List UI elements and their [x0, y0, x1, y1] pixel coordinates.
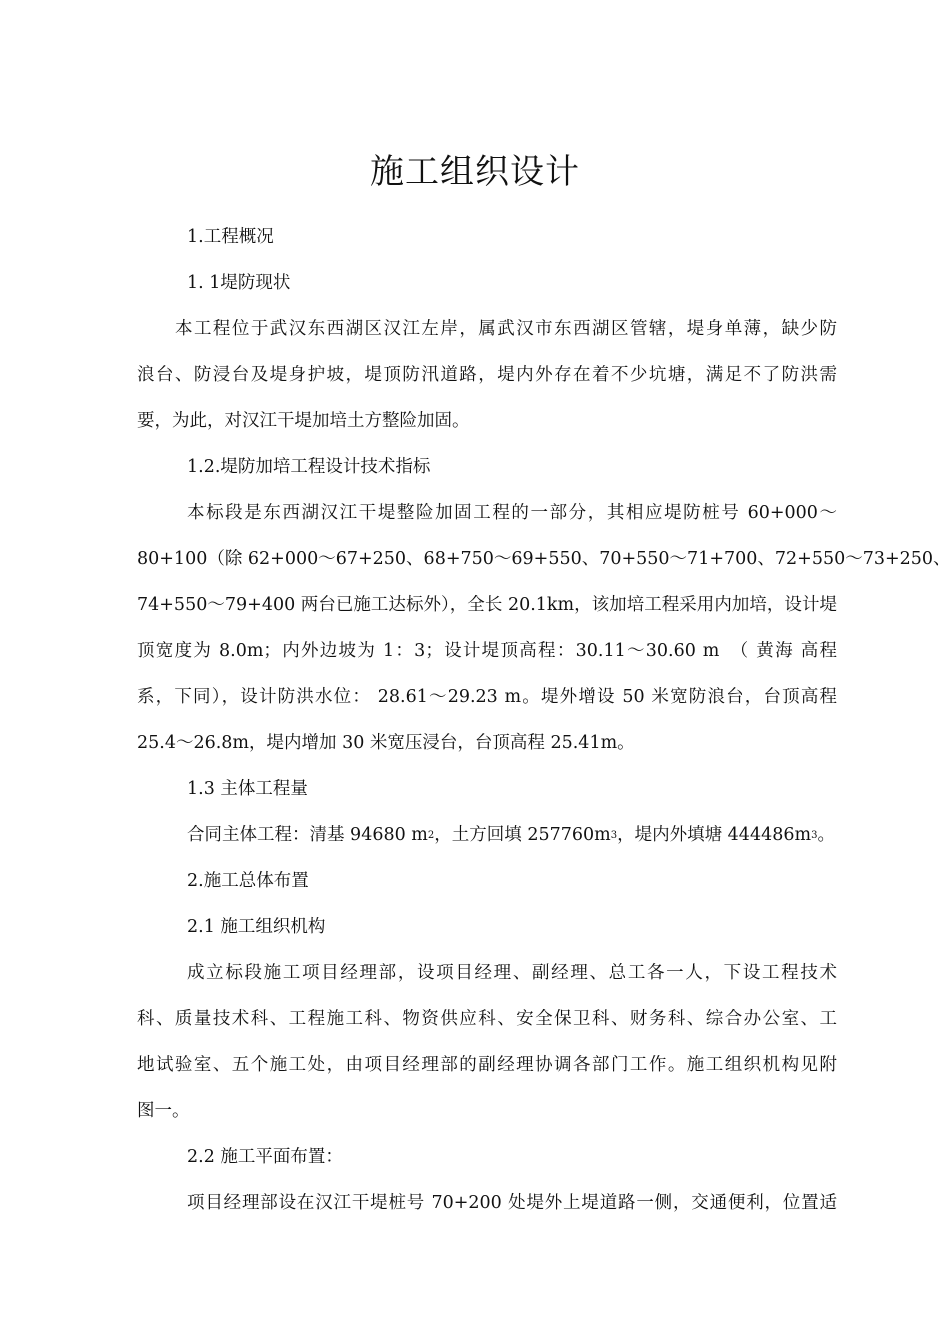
section-2-2-paragraph-line: 项目经理部设在汉江干堤桩号 70+200 处堤外上堤道路一侧，交通便利，位置适 — [187, 1193, 837, 1213]
quantity-text: 合同主体工程：清基 94680 m — [187, 825, 428, 845]
document-body — [137, 214, 951, 1226]
section-1-1-paragraph-line: 本工程位于武汉东西湖区汉江左岸，属武汉市东西湖区管辖，堤身单薄，缺少防 — [175, 319, 837, 339]
section-1-2-paragraph-line: 本标段是东西湖汉江干堤整险加固工程的一部分，其相应堤防桩号 60+000～ — [187, 503, 837, 523]
section-1-1-paragraph-line: 要，为此，对汉江干堤加培土方整险加固。 — [137, 411, 470, 431]
section-2-1-paragraph-line: 科、质量技术科、工程施工科、物资供应科、安全保卫科、财务科、综合办公室、工 — [137, 1009, 837, 1029]
unit-superscript: 2 — [427, 830, 435, 841]
unit-superscript: 3 — [811, 830, 818, 841]
section-1-1-heading: 1. 1堤防现状 — [187, 273, 291, 293]
section-1-2-paragraph-line: 74+550～79+400 两台已施工达标外），全长 20.1km，该加培工程采用内加培，设计堤 — [137, 595, 837, 615]
section-1-3-paragraph — [137, 812, 837, 858]
section-1-heading: 1.工程概况 — [187, 227, 274, 247]
quantity-text: ，土方回填 257760m — [434, 825, 611, 845]
section-2-1-paragraph-line: 地试验室、五个施工处，由项目经理部的副经理协调各部门工作。施工组织机构见附 — [137, 1055, 837, 1075]
section-1-2-paragraph-line: 系，下同），设计防洪水位： 28.61～29.23 m。堤外增设 50 米宽防浪台，台顶高程 — [137, 687, 837, 707]
section-2-1-paragraph-line: 图一。 — [137, 1101, 190, 1121]
section-1-2-heading: 1.2.堤防加培工程设计技术指标 — [187, 457, 431, 477]
section-1-2-paragraph-line: 80+100（除 62+000～67+250、68+750～69+550、70+550～71+700、72+550～73+250、 — [137, 549, 951, 569]
section-1-2-paragraph-line: 25.4～26.8m，堤内增加 30 米宽压浸台，台顶高程 25.41m。 — [137, 733, 635, 753]
section-1-1-paragraph-line: 浪台、防浸台及堤身护坡，堤顶防汛道路，堤内外存在着不少坑塘，满足不了防洪需 — [137, 365, 837, 385]
quantity-text: ，堤内外填塘 444486m — [617, 825, 812, 845]
unit-superscript: 3 — [610, 830, 618, 841]
document-title: 施工组织设计 — [370, 152, 580, 192]
section-2-1-heading: 2.1 施工组织机构 — [187, 917, 326, 937]
section-2-1-paragraph-line: 成立标段施工项目经理部，设项目经理、副经理、总工各一人，下设工程技术 — [187, 963, 837, 983]
quantity-text: 。 — [817, 825, 835, 845]
section-1-2-paragraph-line: 顶宽度为 8.0m；内外边坡为 1：3；设计堤顶高程：30.11～30.60 m （ 黄海 高程 — [137, 641, 837, 661]
section-1-3-heading: 1.3 主体工程量 — [187, 779, 308, 799]
section-2-2-heading: 2.2 施工平面布置： — [187, 1147, 343, 1167]
section-2-heading: 2.施工总体布置 — [187, 871, 309, 891]
